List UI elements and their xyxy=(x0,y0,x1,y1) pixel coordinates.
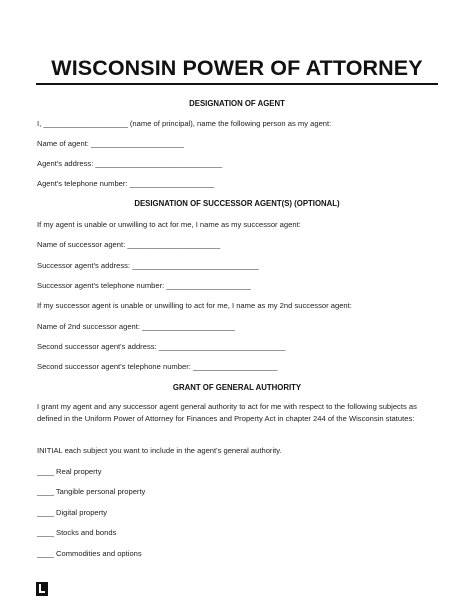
title-underline xyxy=(36,83,438,85)
agent-name-line: Name of agent: ______________________ xyxy=(37,139,184,148)
agent-phone-line: Agent's telephone number: ____________________ xyxy=(37,179,215,188)
principal-line: I, ____________________ (name of principal), name the following person as my agent: xyxy=(37,119,332,128)
legal-document-logo-icon xyxy=(36,582,48,596)
subject-real-property: ____ Real property xyxy=(37,467,102,476)
second-successor-intro-line: If my successor agent is unable or unwilling to act for me, I name as my 2nd successor agent: xyxy=(37,301,352,310)
initial-instruction-line: INITIAL each subject you want to include in the agent's general authority. xyxy=(37,446,282,455)
second-successor-address-line: Second successor agent's address: ______________________________ xyxy=(37,342,286,351)
subject-stocks-and-bonds: ____ Stocks and bonds xyxy=(37,528,117,537)
section-heading-successor: DESIGNATION OF SUCCESSOR AGENT(S) (OPTIONAL) xyxy=(134,199,340,208)
document-title: WISCONSIN POWER OF ATTORNEY xyxy=(51,56,423,80)
second-successor-phone-line: Second successor agent's telephone number: ____________________ xyxy=(37,362,278,371)
grant-paragraph: I grant my agent and any successor agent general authority to act for me with respect to the following subjects as defined in the Uniform Power of Attorney for Finances and Property Act in chapter 244 of the Wisconsin statutes: xyxy=(37,402,417,424)
section-heading-agent: DESIGNATION OF AGENT xyxy=(189,99,285,108)
successor-name-line: Name of successor agent: ______________________ xyxy=(37,240,221,249)
subject-commodities-and-options: ____ Commodities and options xyxy=(37,549,142,558)
successor-intro-line: If my agent is unable or unwilling to act for me, I name as my successor agent: xyxy=(37,220,301,229)
second-successor-name-line: Name of 2nd successor agent: ______________________ xyxy=(37,322,236,331)
successor-phone-line: Successor agent's telephone number: ____________________ xyxy=(37,281,251,290)
subject-digital-property: ____ Digital property xyxy=(37,508,108,517)
section-heading-grant: GRANT OF GENERAL AUTHORITY xyxy=(172,383,302,392)
agent-address-line: Agent's address: ______________________________ xyxy=(37,159,223,168)
successor-address-line: Successor agent's address: ______________________________ xyxy=(37,261,259,270)
subject-tangible-personal-property: ____ Tangible personal property xyxy=(37,487,146,496)
